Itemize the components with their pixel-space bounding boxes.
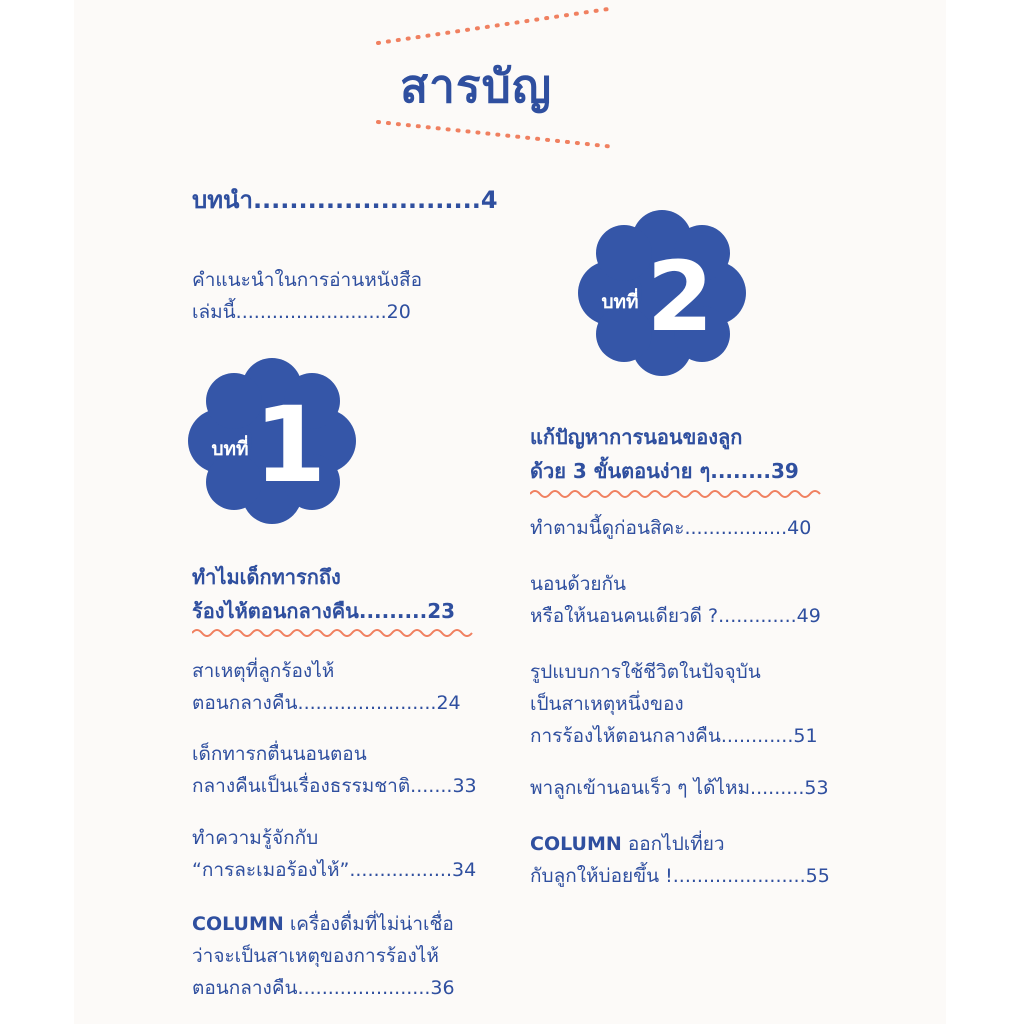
leader-dots: ................. — [684, 517, 788, 539]
toc-entry[interactable] — [530, 656, 818, 752]
entry-text: บทนำ — [192, 186, 253, 214]
entry-line-2: หรือให้นอนคนเดียวดี ? — [530, 605, 719, 627]
leader-dots: ....................... — [297, 692, 437, 714]
leader-dots: ......................... — [252, 186, 481, 214]
page-number: 39 — [771, 459, 799, 483]
page-number: 20 — [386, 301, 411, 323]
entry-line-3: ตอนกลางคืน — [192, 977, 298, 999]
toc-entry[interactable] — [530, 772, 829, 804]
chapter-2-wave-divider — [530, 488, 822, 500]
page-number: 24 — [436, 692, 461, 714]
entry-line-2: กลางคืนเป็นเรื่องธรรมชาติ — [192, 775, 411, 797]
entry-line-1: ทำตามนี้ดูก่อนสิคะ — [530, 517, 685, 539]
toc-entry[interactable] — [192, 822, 476, 886]
toc-entry-intro[interactable] — [192, 184, 498, 216]
leader-dots: ........ — [710, 459, 771, 483]
entry-line-1: นอนด้วยกัน — [530, 573, 627, 595]
toc-entry-howto[interactable] — [192, 264, 422, 328]
column-label: COLUMN — [192, 913, 284, 935]
page-number: 33 — [452, 775, 477, 797]
page-number: 36 — [430, 977, 455, 999]
leader-dots: ...................... — [297, 977, 431, 999]
toc-column-entry-2[interactable] — [530, 828, 830, 892]
page-number: 34 — [452, 859, 477, 881]
title-dots-top — [378, 8, 615, 43]
leader-dots: ......... — [358, 599, 428, 623]
heading-line-2: ร้องไห้ตอนกลางคืน — [192, 599, 359, 623]
title-dots-bottom — [378, 122, 615, 147]
page-number: 23 — [427, 599, 456, 623]
chapter-2-label: บทที่ — [601, 291, 639, 313]
chapter-2-heading[interactable] — [530, 420, 799, 488]
leader-dots: ....... — [410, 775, 453, 797]
leader-dots: ......................... — [235, 301, 387, 323]
chapter-2-number: 2 — [646, 241, 714, 353]
leader-dots: ................. — [349, 859, 453, 881]
entry-line-2: เล่มนี้ — [192, 301, 236, 323]
page-number: 40 — [787, 517, 812, 539]
entry-line-1: เครื่องดื่มที่ไม่น่าเชื่อ — [289, 913, 454, 935]
entry-line-2: ว่าจะเป็นสาเหตุของการร้องไห้ — [192, 945, 439, 967]
page-number: 51 — [793, 725, 818, 747]
entry-line-2: กับลูกให้บ่อยขึ้น ! — [530, 865, 673, 887]
entry-line-1: ทำความรู้จักกับ — [192, 827, 319, 849]
page-title: สารบัญ — [400, 59, 553, 113]
chapter-1-label: บทที่ — [211, 438, 249, 460]
entry-line-1: รูปแบบการใช้ชีวิตในปัจจุบัน — [530, 661, 761, 683]
entry-line-1: คำแนะนำในการอ่านหนังสือ — [192, 269, 422, 291]
heading-line-1: ทำไมเด็กทารกถึง — [192, 565, 341, 589]
heading-line-1: แก้ปัญหาการนอนของลูก — [530, 425, 743, 449]
leader-dots: ......... — [750, 777, 805, 799]
toc-entry[interactable] — [192, 655, 461, 719]
chapter-1-number: 1 — [253, 384, 327, 506]
heading-line-2: ด้วย 3 ขั้นตอนง่าย ๆ — [530, 459, 711, 483]
entry-line-2: เป็นสาเหตุหนึ่งของ — [530, 693, 684, 715]
entry-line-1: ออกไปเที่ยว — [627, 833, 725, 855]
entry-line-2: ตอนกลางคืน — [192, 692, 298, 714]
chapter-1-wave-divider — [192, 627, 476, 639]
leader-dots: ............ — [720, 725, 794, 747]
entry-line-1: เด็กทารกตื่นนอนตอน — [192, 743, 367, 765]
page-number: 49 — [796, 605, 821, 627]
page-number: 4 — [480, 186, 498, 214]
chapter-1-heading[interactable] — [192, 560, 455, 628]
chapter-2-badge — [574, 208, 750, 378]
toc-entry[interactable] — [192, 738, 477, 802]
toc-entry[interactable] — [530, 568, 821, 632]
page-number: 53 — [804, 777, 829, 799]
leader-dots: ............. — [718, 605, 797, 627]
entry-line-1: สาเหตุที่ลูกร้องไห้ — [192, 660, 335, 682]
toc-entry[interactable] — [530, 512, 811, 544]
entry-line-1: พาลูกเข้านอนเร็ว ๆ ได้ไหม — [530, 777, 751, 799]
column-label: COLUMN — [530, 833, 622, 855]
entry-line-3: การร้องไห้ตอนกลางคืน — [530, 725, 721, 747]
entry-line-2: “การละเมอร้องไห้” — [192, 859, 350, 881]
page-number: 55 — [805, 865, 830, 887]
leader-dots: ...................... — [672, 865, 806, 887]
chapter-1-badge — [184, 356, 360, 526]
toc-column-entry-1[interactable] — [192, 908, 455, 1004]
